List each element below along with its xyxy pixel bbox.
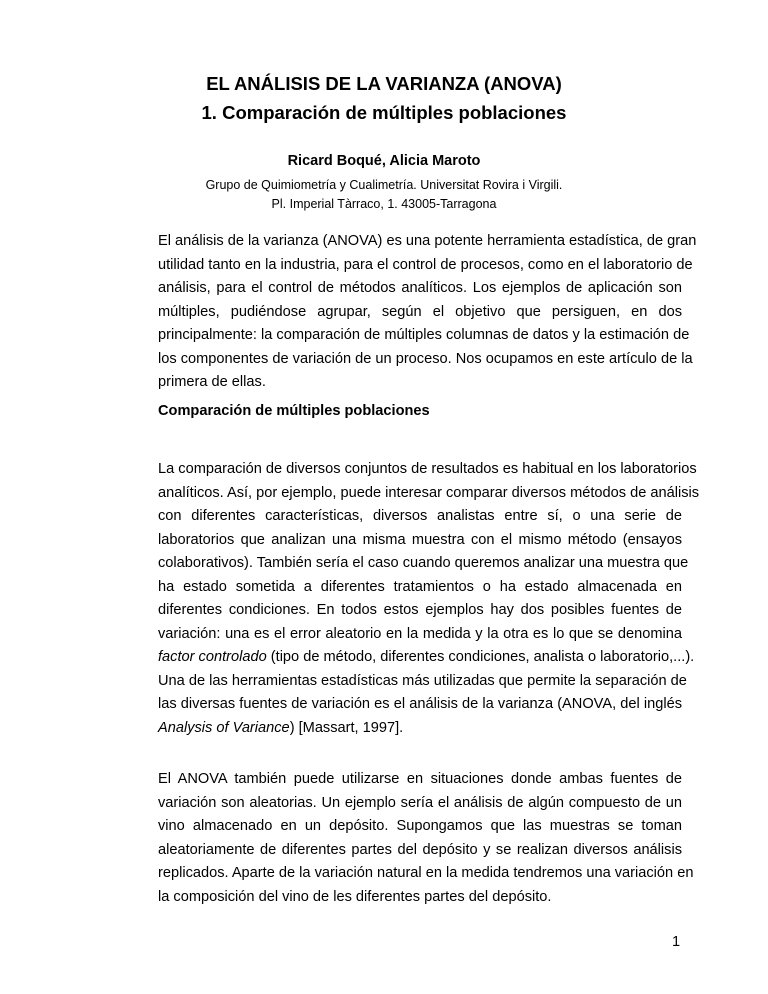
text-line: la composición del vino de les diferentes partes del depósito. (158, 888, 552, 905)
text-segment: (tipo de método, diferentes condiciones, analista o laboratorio,...). (266, 649, 695, 665)
text-line (158, 717, 682, 741)
text-line: replicados. Aparte de la variación natural en la medida tendremos una variación en (158, 865, 694, 881)
text-line: diferentes condiciones. En todos estos ejemplos hay dos posibles fuentes de (158, 602, 682, 618)
text-line: aleatoriamente de diferentes partes del depósito y se realizan diversos análisis (158, 841, 682, 858)
text-line: principalmente: la comparación de múltiples columnas de datos y la estimación de (158, 327, 690, 343)
section-heading: Comparación de múltiples poblaciones (158, 403, 430, 419)
text-line: utilidad tanto en la industria, para el control de procesos, como en el laboratorio de (158, 256, 693, 273)
document-title: EL ANÁLISIS DE LA VARIANZA (ANOVA) (206, 73, 562, 94)
section-paragraph-2 (158, 768, 694, 909)
text-line: vino almacenado en un depósito. Supongamos que las muestras se toman (158, 818, 682, 834)
text-line: variación: una es el error aleatorio en la medida y la otra es lo que se denomina (158, 625, 682, 642)
italic-term: factor controlado (158, 649, 267, 665)
text-line: laboratorios que analizan una misma muestra con el mismo método (ensayos (158, 531, 682, 548)
document-subtitle: 1. Comparación de múltiples poblaciones (201, 102, 567, 123)
italic-term: Analysis of Variance (158, 719, 290, 736)
text-line: Una de las herramientas estadísticas más utilizadas que permite la separación de (158, 672, 687, 689)
text-line (158, 646, 695, 670)
page-number: 1 (672, 934, 681, 950)
text-line: los componentes de variación de un proceso. Nos ocupamos en este artículo de la (158, 350, 693, 367)
text-line: ha estado sometida a diferentes tratamientos o ha estado almacenada en (158, 578, 682, 595)
affiliation: Grupo de Quimiometría y Cualimetría. Universitat Rovira i Virgili. (205, 178, 563, 192)
text-line: El análisis de la varianza (ANOVA) es una potente herramienta estadística, de gran (158, 233, 697, 249)
text-line: primera de ellas. (158, 374, 266, 390)
text-line: colaborativos). También sería el caso cuando queremos analizar una muestra que (158, 555, 689, 571)
section-paragraph-1 (158, 458, 700, 740)
text-line: múltiples, pudiéndose agrupar, según el objetivo que persiguen, en dos (158, 303, 682, 320)
text-line: El ANOVA también puede utilizarse en situaciones donde ambas fuentes de (158, 771, 682, 787)
text-line: análisis, para el control de métodos analíticos. Los ejemplos de aplicación son (158, 280, 682, 296)
text-line: las diversas fuentes de variación es el análisis de la varianza (ANOVA, del inglés (158, 696, 682, 712)
text-line: con diferentes características, diversos analistas entre sí, o una serie de (158, 508, 682, 524)
authors: Ricard Boqué, Alicia Maroto (287, 153, 481, 169)
text-line: variación son aleatorias. Un ejemplo sería el análisis de algún compuesto de un (158, 794, 682, 811)
citation: ) [Massart, 1997]. (289, 719, 404, 736)
address: Pl. Imperial Tàrraco, 1. 43005-Tarragona (271, 197, 497, 211)
text-line: analíticos. Así, por ejemplo, puede interesar comparar diversos métodos de análisis (158, 484, 700, 501)
intro-paragraph (158, 230, 697, 395)
text-line: La comparación de diversos conjuntos de resultados es habitual en los laboratorios (158, 461, 697, 477)
